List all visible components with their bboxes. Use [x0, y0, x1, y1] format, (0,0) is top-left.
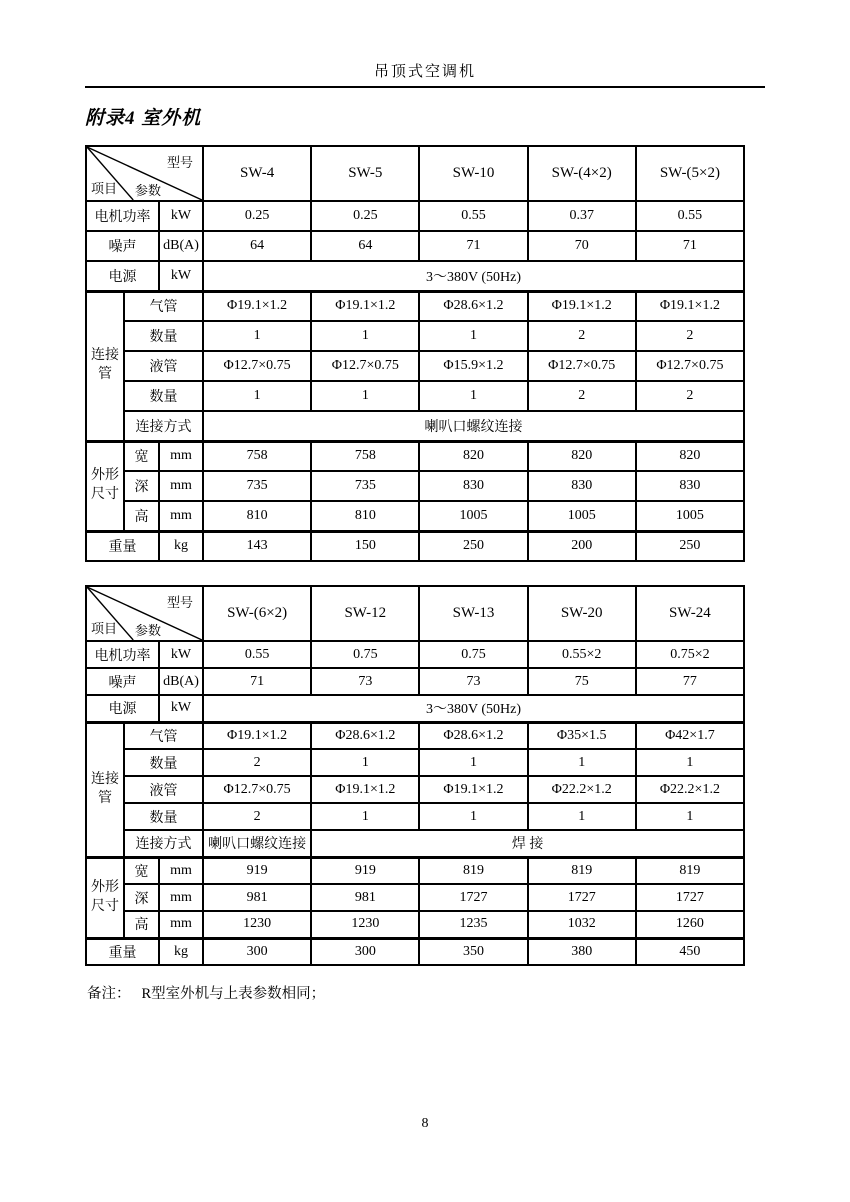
value-cell: 0.25 [311, 201, 419, 231]
value-cell: 1005 [636, 501, 744, 531]
value-cell: 819 [528, 857, 636, 884]
row-gas-qty [86, 321, 744, 351]
value-cell: 200 [528, 531, 636, 561]
value-cell: 64 [203, 231, 311, 261]
value-cell: 0.25 [203, 201, 311, 231]
value-cell: 819 [636, 857, 744, 884]
row-label: 电机功率 [86, 641, 159, 668]
value-cell: 735 [311, 471, 419, 501]
value-cell: 1 [203, 381, 311, 411]
row-label: 电机功率 [86, 201, 159, 231]
row-label: 重量 [86, 938, 159, 965]
value-cell: 820 [419, 441, 527, 471]
corner-label-param: 参数 [135, 183, 162, 198]
footnote-label: 备注： [87, 986, 131, 1002]
value-cell: 1 [311, 321, 419, 351]
row-label: 气管 [124, 722, 203, 749]
footnote-text: R型室外机与上表参数相同； [141, 986, 326, 1002]
value-cell: 2 [528, 381, 636, 411]
unit-label: mm [159, 441, 203, 471]
row-connection-method [86, 830, 744, 857]
value-cell: 981 [311, 884, 419, 911]
unit-label: kW [159, 641, 203, 668]
value-cell: Φ12.7×0.75 [203, 776, 311, 803]
row-label: 数量 [124, 321, 203, 351]
group-label-pipes: 连接管 [86, 291, 124, 441]
value-cell: 250 [636, 531, 744, 561]
row-connection-method [86, 411, 744, 441]
corner-label-model: 型号 [167, 595, 194, 610]
value-cell: 1727 [636, 884, 744, 911]
spec-table-2 [85, 585, 745, 966]
value-cell: 1727 [419, 884, 527, 911]
value-cell: 350 [419, 938, 527, 965]
unit-label: kW [159, 201, 203, 231]
value-cell: 1 [419, 381, 527, 411]
model-header: SW-24 [636, 586, 744, 641]
page-number: 8 [421, 1116, 429, 1131]
corner-header-cell [86, 586, 203, 641]
value-cell: 150 [311, 531, 419, 561]
section-title: 附录4 室外机 [85, 108, 202, 129]
value-cell: 75 [528, 668, 636, 695]
value-cell: 735 [203, 471, 311, 501]
value-cell: Φ22.2×1.2 [636, 776, 744, 803]
value-cell: Φ12.7×0.75 [528, 351, 636, 381]
row-label: 宽 [124, 441, 159, 471]
value-cell: 0.55 [203, 641, 311, 668]
value-cell: 1 [419, 321, 527, 351]
row-label: 电源 [86, 261, 159, 291]
row-motor-power [86, 641, 744, 668]
document-header-title: 吊顶式空调机 [373, 64, 476, 80]
value-cell: 1 [528, 803, 636, 830]
value-cell: 1 [636, 803, 744, 830]
model-header: SW-(6×2) [203, 586, 311, 641]
row-power-supply [86, 261, 744, 291]
corner-label-item: 项目 [91, 621, 118, 636]
value-cell: Φ12.7×0.75 [636, 351, 744, 381]
merged-value-cell: 焊 接 [311, 830, 744, 857]
row-noise [86, 231, 744, 261]
header-row [86, 146, 744, 201]
row-motor-power [86, 201, 744, 231]
merged-value-cell: 3～380V (50Hz) [203, 695, 744, 722]
value-cell: 380 [528, 938, 636, 965]
row-label: 高 [124, 501, 159, 531]
model-header: SW-4 [203, 146, 311, 201]
value-cell: 1235 [419, 911, 527, 938]
unit-label: dB(A) [159, 231, 203, 261]
row-label: 数量 [124, 749, 203, 776]
value-cell: Φ19.1×1.2 [636, 291, 744, 321]
row-label: 液管 [124, 351, 203, 381]
model-header: SW-13 [419, 586, 527, 641]
value-cell: 73 [311, 668, 419, 695]
value-cell: 1 [311, 749, 419, 776]
row-label: 高 [124, 911, 159, 938]
corner-label-item: 项目 [91, 181, 118, 196]
row-width [86, 857, 744, 884]
value-cell: 1005 [419, 501, 527, 531]
footnote [87, 982, 325, 1003]
value-cell: 450 [636, 938, 744, 965]
value-cell: Φ42×1.7 [636, 722, 744, 749]
value-cell: 1 [419, 749, 527, 776]
value-cell: 981 [203, 884, 311, 911]
value-cell: 1 [419, 803, 527, 830]
value-cell: 830 [636, 471, 744, 501]
corner-label-model: 型号 [167, 155, 194, 170]
value-cell: Φ19.1×1.2 [528, 291, 636, 321]
model-header: SW-5 [311, 146, 419, 201]
value-cell: 0.75 [311, 641, 419, 668]
value-cell: 0.75×2 [636, 641, 744, 668]
unit-label: kW [159, 261, 203, 291]
value-cell: Φ12.7×0.75 [311, 351, 419, 381]
value-cell: Φ19.1×1.2 [311, 291, 419, 321]
value-cell: 64 [311, 231, 419, 261]
row-label: 深 [124, 471, 159, 501]
row-height [86, 911, 744, 938]
value-cell: Φ28.6×1.2 [419, 291, 527, 321]
unit-label: mm [159, 501, 203, 531]
value-cell: 0.37 [528, 201, 636, 231]
value-cell: Φ19.1×1.2 [203, 291, 311, 321]
unit-label: kW [159, 695, 203, 722]
row-liquid-pipe [86, 776, 744, 803]
value-cell: 1032 [528, 911, 636, 938]
value-cell: 1 [203, 321, 311, 351]
group-label-dimensions: 外形尺寸 [86, 857, 124, 938]
value-cell: 2 [636, 321, 744, 351]
row-label: 气管 [124, 291, 203, 321]
row-gas-qty [86, 749, 744, 776]
value-cell: 1230 [203, 911, 311, 938]
value-cell: 喇叭口螺纹连接 [203, 830, 311, 857]
value-cell: 810 [203, 501, 311, 531]
value-cell: 919 [311, 857, 419, 884]
row-depth [86, 884, 744, 911]
value-cell: 919 [203, 857, 311, 884]
unit-label: mm [159, 884, 203, 911]
unit-label: dB(A) [159, 668, 203, 695]
unit-label: kg [159, 938, 203, 965]
row-label: 数量 [124, 381, 203, 411]
group-label-dimensions: 外形尺寸 [86, 441, 124, 531]
value-cell: 2 [203, 749, 311, 776]
value-cell: 0.55×2 [528, 641, 636, 668]
unit-label: mm [159, 911, 203, 938]
unit-label: mm [159, 471, 203, 501]
value-cell: 2 [203, 803, 311, 830]
value-cell: 143 [203, 531, 311, 561]
value-cell: Φ22.2×1.2 [528, 776, 636, 803]
model-header: SW-10 [419, 146, 527, 201]
row-label: 噪声 [86, 231, 159, 261]
value-cell: Φ19.1×1.2 [419, 776, 527, 803]
value-cell: 0.55 [419, 201, 527, 231]
row-width [86, 441, 744, 471]
value-cell: Φ28.6×1.2 [311, 722, 419, 749]
row-label: 连接方式 [124, 411, 203, 441]
value-cell: 758 [203, 441, 311, 471]
row-weight [86, 531, 744, 561]
value-cell: 1 [311, 803, 419, 830]
value-cell: 71 [636, 231, 744, 261]
header-row [86, 586, 744, 641]
row-height [86, 501, 744, 531]
value-cell: 1005 [528, 501, 636, 531]
value-cell: 1727 [528, 884, 636, 911]
value-cell: Φ28.6×1.2 [419, 722, 527, 749]
value-cell: 2 [636, 381, 744, 411]
value-cell: 1230 [311, 911, 419, 938]
header-rule [85, 86, 765, 88]
row-label: 重量 [86, 531, 159, 561]
value-cell: Φ35×1.5 [528, 722, 636, 749]
row-liquid-qty [86, 803, 744, 830]
unit-label: mm [159, 857, 203, 884]
row-noise [86, 668, 744, 695]
value-cell: 0.75 [419, 641, 527, 668]
row-gas-pipe [86, 291, 744, 321]
row-gas-pipe [86, 722, 744, 749]
value-cell: 758 [311, 441, 419, 471]
model-header: SW-20 [528, 586, 636, 641]
value-cell: 0.55 [636, 201, 744, 231]
row-label: 电源 [86, 695, 159, 722]
row-depth [86, 471, 744, 501]
value-cell: Φ19.1×1.2 [311, 776, 419, 803]
merged-value-cell: 喇叭口螺纹连接 [203, 411, 744, 441]
value-cell: 250 [419, 531, 527, 561]
row-liquid-qty [86, 381, 744, 411]
value-cell: 77 [636, 668, 744, 695]
row-label: 宽 [124, 857, 159, 884]
row-label: 噪声 [86, 668, 159, 695]
row-liquid-pipe [86, 351, 744, 381]
value-cell: 1 [636, 749, 744, 776]
value-cell: 1 [311, 381, 419, 411]
model-header: SW-(4×2) [528, 146, 636, 201]
value-cell: 71 [419, 231, 527, 261]
value-cell: 2 [528, 321, 636, 351]
value-cell: 810 [311, 501, 419, 531]
value-cell: 1260 [636, 911, 744, 938]
value-cell: 70 [528, 231, 636, 261]
value-cell: Φ12.7×0.75 [203, 351, 311, 381]
spec-table-1 [85, 145, 745, 562]
corner-header-cell [86, 146, 203, 201]
merged-value-cell: 3～380V (50Hz) [203, 261, 744, 291]
row-label: 液管 [124, 776, 203, 803]
value-cell: 300 [311, 938, 419, 965]
value-cell: 830 [419, 471, 527, 501]
value-cell: 1 [528, 749, 636, 776]
model-header: SW-12 [311, 586, 419, 641]
row-label: 深 [124, 884, 159, 911]
value-cell: 820 [528, 441, 636, 471]
unit-label: kg [159, 531, 203, 561]
value-cell: 71 [203, 668, 311, 695]
value-cell: 830 [528, 471, 636, 501]
value-cell: 73 [419, 668, 527, 695]
value-cell: 819 [419, 857, 527, 884]
group-label-pipes: 连接管 [86, 722, 124, 857]
value-cell: Φ15.9×1.2 [419, 351, 527, 381]
value-cell: Φ19.1×1.2 [203, 722, 311, 749]
value-cell: 820 [636, 441, 744, 471]
row-label: 数量 [124, 803, 203, 830]
row-power-supply [86, 695, 744, 722]
corner-label-param: 参数 [135, 623, 162, 638]
value-cell: 300 [203, 938, 311, 965]
row-weight [86, 938, 744, 965]
model-header: SW-(5×2) [636, 146, 744, 201]
row-label: 连接方式 [124, 830, 203, 857]
